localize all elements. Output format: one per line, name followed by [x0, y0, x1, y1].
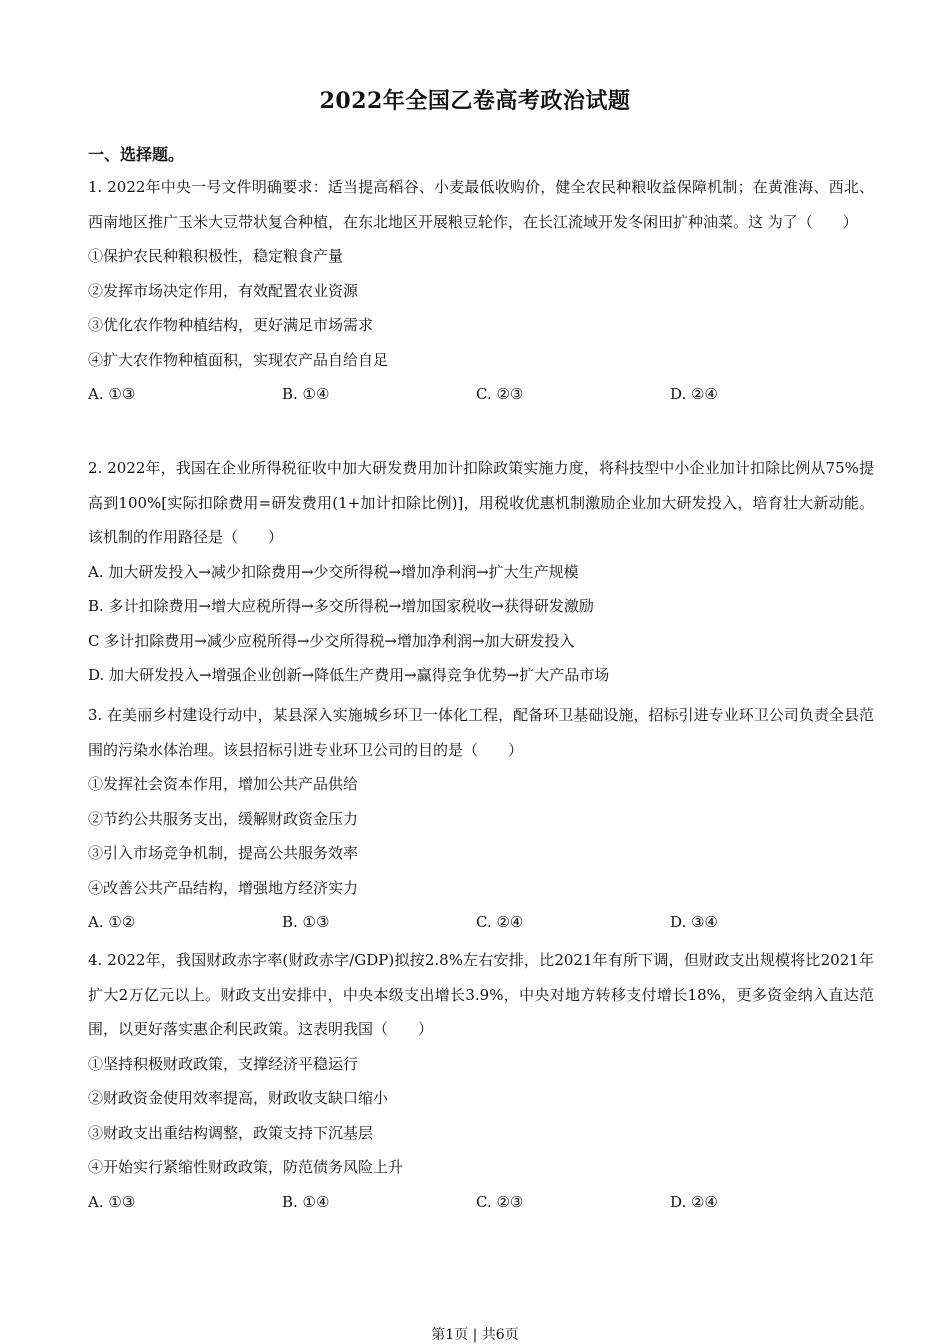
statement: ③优化农作物种植结构，更好满足市场需求 — [88, 316, 374, 334]
statement: ④改善公共产品结构，增强地方经济实力 — [88, 878, 359, 897]
choice-d: D. ②④ — [670, 385, 718, 403]
statement: ③财政支出重结构调整，政策支持下沉基层 — [88, 1123, 374, 1142]
statement: ②财政资金使用效率提高，财政收支缺口缩小 — [88, 1089, 389, 1107]
page-footer: 第1页 | 共6页 — [431, 1327, 519, 1343]
option-d: D. 加大研发投入→增强企业创新→降低生产费用→赢得竞争优势→扩大产品市场 — [88, 666, 610, 684]
statement: ①保护农民种粮积极性，稳定粮食产量 — [88, 247, 344, 265]
option-c: C 多计扣除费用→减少应税所得→少交所得税→增加净利润→加大研发投入 — [88, 631, 575, 650]
choice-a: A. ①③ — [88, 385, 136, 403]
question-2-text: 2. 2022年，我国在企业所得税征收中加大研发费用加计扣除政策实施力度，将科技型中小企业加计扣除比例从75%提高到100%[实际扣除费用=研发费用(1+加计扣除比例)]，用税收优惠机制激励企业加大研发投入，培育壮大新动能。该机制的作用路径是（ ） — [88, 459, 874, 546]
answer-choices — [88, 377, 874, 412]
question-4 — [88, 943, 874, 1219]
option-b: B. 多计扣除费用→增大应税所得→多交所得税→增加国家税收→获得研发激励 — [88, 597, 594, 615]
question-3 — [88, 698, 874, 940]
choice-c: C. ②④ — [476, 913, 524, 931]
statement: ③引入市场竞争机制，提高公共服务效率 — [88, 844, 359, 862]
option-a: A. 加大研发投入→减少扣除费用→少交所得税→增加净利润→扩大生产规模 — [88, 562, 579, 581]
choice-a: A. ①③ — [88, 1192, 136, 1211]
page-title: 2022年全国乙卷高考政治试题 — [319, 88, 631, 114]
choice-b: B. ①④ — [282, 385, 330, 403]
answer-choices — [88, 1185, 874, 1220]
question-4-text: 4. 2022年，我国财政赤字率(财政赤字/GDP)拟按2.8%左右安排，比2021年有所下调，但财政支出规模将比2021年扩大2万亿元以上。财政支出安排中，中央本级支出增长3.9%，中央对地方转移支付增长18%，更多资金纳入直达范围，以更好落实惠企利民政策。这表明我国（ ） — [88, 951, 874, 1038]
question-2 — [88, 451, 874, 693]
statement: ④开始实行紧缩性财政政策，防范债务风险上升 — [88, 1158, 404, 1176]
statement: ①坚持积极财政政策，支撑经济平稳运行 — [88, 1054, 359, 1073]
section-heading: 一、选择题。 — [88, 145, 185, 164]
choice-d: D. ③④ — [670, 913, 718, 931]
statement: ②节约公共服务支出，缓解财政资金压力 — [88, 809, 359, 828]
statement: ④扩大农作物种植面积，实现农产品自给自足 — [88, 350, 389, 369]
choice-c: C. ②③ — [476, 1192, 524, 1211]
question-1-text: 1. 2022年中央一号文件明确要求：适当提高稻谷、小麦最低收购价，健全农民种粮收益保障机制；在黄淮海、西北、西南地区推广玉米大豆带状复合种植，在东北地区开展粮豆轮作，在长江流域开发冬闲田扩种油菜。这 为了（ ） — [88, 178, 874, 231]
choice-c: C. ②③ — [476, 385, 524, 403]
choice-d: D. ②④ — [670, 1192, 718, 1211]
choice-b: B. ①④ — [282, 1192, 330, 1211]
choice-b: B. ①③ — [282, 913, 330, 931]
answer-choices — [88, 905, 874, 940]
choice-a: A. ①② — [88, 913, 136, 931]
question-3-text: 3. 在美丽乡村建设行动中，某县深入实施城乡环卫一体化工程，配备环卫基础设施，招标引进专业环卫公司负责全县范围的污染水体治理。该县招标引进专业环卫公司的目的是（ ） — [88, 706, 874, 759]
statement: ①发挥社会资本作用，增加公共产品供给 — [88, 775, 359, 793]
question-1 — [88, 170, 874, 412]
statement: ②发挥市场决定作用，有效配置农业资源 — [88, 281, 359, 300]
